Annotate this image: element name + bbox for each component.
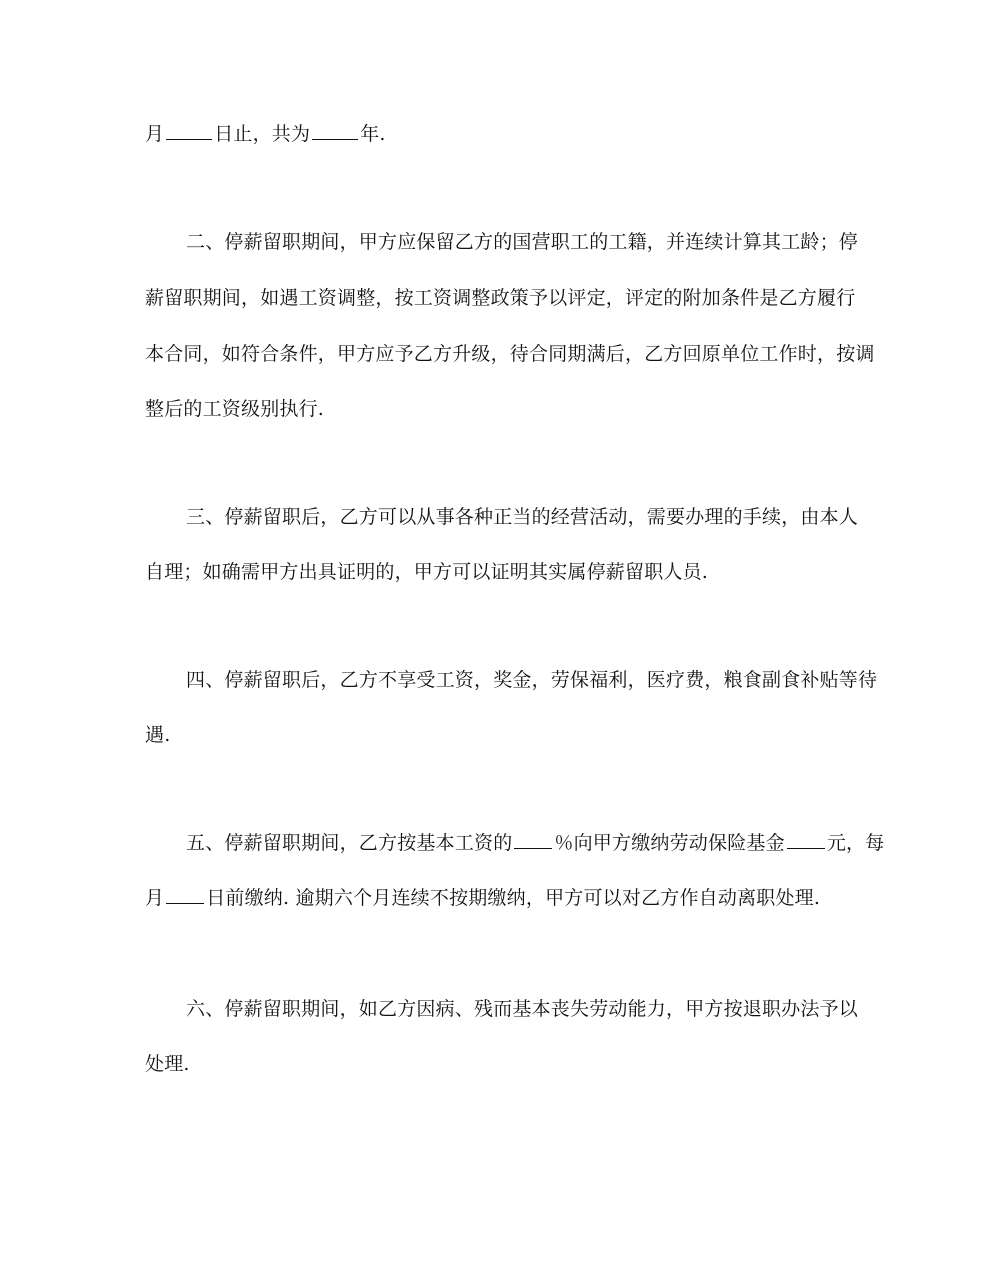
text-insurance-fund: ％向甲方缴纳劳动保险基金 — [554, 832, 785, 854]
paragraph-4-line-1: 四、停薪留职后，乙方不享受工资，奖金，劳保福利，医疗费，粮食副食补贴等待 — [186, 669, 878, 691]
paragraph-2-line-2: 薪留职期间，如遇工资调整，按工资调整政策予以评定，评定的附加条件是乙方履行 — [145, 287, 856, 309]
paragraph-5-line-1 — [186, 829, 885, 857]
text-basic-wage: 五、停薪留职期间，乙方按基本工资的 — [186, 832, 513, 854]
paragraph-6-line-2: 处理. — [145, 1053, 190, 1075]
paragraph-2-line-3: 本合同，如符合条件，甲方应予乙方升级，待合同期满后，乙方回原单位工作时，按调 — [145, 343, 875, 365]
text-month: 月 — [145, 123, 165, 145]
paragraph-1-line-1 — [145, 120, 845, 148]
blank-payment-day — [166, 885, 204, 904]
blank-amount — [787, 830, 825, 849]
paragraph-2-line-4: 整后的工资级别执行. — [145, 398, 325, 420]
blank-month — [166, 121, 212, 140]
blank-percent — [514, 830, 552, 849]
text-month-2: 月 — [145, 887, 165, 909]
text-yuan: 元，每 — [826, 832, 885, 854]
text-payment-terms: 日前缴纳. 逾期六个月连续不按期缴纳，甲方可以对乙方作自动离职处理. — [206, 887, 821, 909]
paragraph-6-line-1: 六、停薪留职期间，如乙方因病、残而基本丧失劳动能力，甲方按退职办法予以 — [186, 998, 859, 1020]
paragraph-2-line-1: 二、停薪留职期间，甲方应保留乙方的国营职工的工籍，并连续计算其工龄；停 — [186, 231, 859, 253]
blank-years — [312, 121, 358, 140]
text-day-end: 日止，共为 — [214, 123, 311, 145]
paragraph-4-line-2: 遇. — [145, 724, 171, 746]
paragraph-3-line-1: 三、停薪留职后，乙方可以从事各种正当的经营活动，需要办理的手续，由本人 — [186, 506, 859, 528]
paragraph-3-line-2: 自理；如确需甲方出具证明的，甲方可以证明其实属停薪留职人员. — [145, 561, 709, 583]
text-year: 年. — [360, 123, 386, 145]
paragraph-5-line-2 — [145, 884, 845, 912]
